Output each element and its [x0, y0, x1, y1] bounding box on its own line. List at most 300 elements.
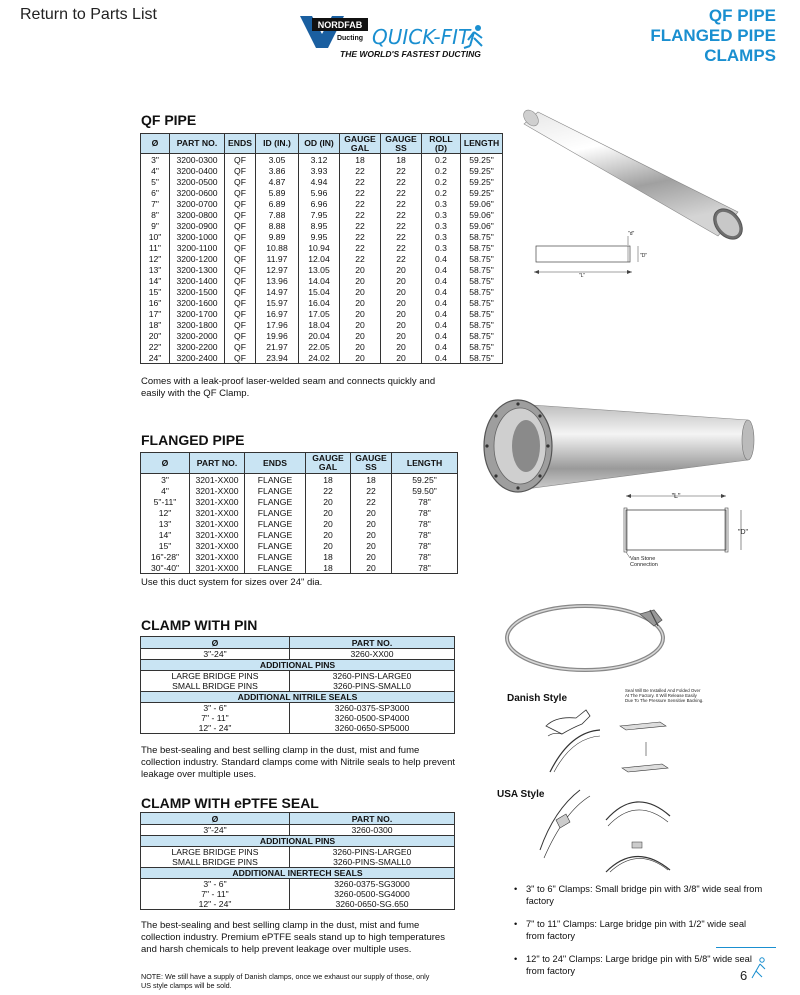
table-cell: 3.93 — [299, 165, 340, 176]
table-cell: 15.97 — [256, 297, 299, 308]
table-cell: 22 — [381, 176, 422, 187]
flanged-pipe-dimension-drawing — [616, 488, 766, 568]
table-cell: 3200-1000 — [170, 231, 225, 242]
table-cell: 58.75" — [461, 330, 503, 341]
table-cell: 15" — [141, 286, 170, 297]
table-cell: 16"-28" — [141, 551, 190, 562]
table-row — [141, 879, 455, 890]
table-cell: 8" — [141, 209, 170, 220]
table-cell: 19.96 — [256, 330, 299, 341]
table-cell: 58.75" — [461, 319, 503, 330]
table-cell: 3201-XX00 — [190, 474, 245, 486]
table-cell: 22 — [381, 198, 422, 209]
table-row — [141, 857, 455, 868]
table-cell: 3200-0700 — [170, 198, 225, 209]
dim-label-l: "L" — [578, 273, 586, 279]
table-cell: 20 — [381, 275, 422, 286]
table-cell: FLANGE — [245, 540, 306, 551]
table-cell: 9" — [141, 220, 170, 231]
table-cell: 0.4 — [422, 341, 461, 352]
table-cell: 0.2 — [422, 165, 461, 176]
table-row — [141, 231, 503, 242]
table-cell: 22 — [381, 187, 422, 198]
table-row — [141, 825, 455, 836]
van-stone-label: Van Stone — [630, 556, 656, 562]
list-item: • 12" to 24" Clamps: Large bridge pin with 5/8" wide seal from factory — [514, 953, 764, 977]
table-row — [141, 286, 503, 297]
page-title — [650, 6, 776, 66]
table-row — [141, 220, 503, 231]
table-cell: 58.75" — [461, 308, 503, 319]
table-cell: LARGE BRIDGE PINS — [141, 847, 290, 858]
table-cell: 78" — [392, 551, 458, 562]
table-cell: 23.94 — [256, 352, 299, 364]
table-cell: 18 — [306, 474, 351, 486]
table-cell: 10" — [141, 231, 170, 242]
clamp-eptfe-description: The best-sealing and best selling clamp in the dust, mist and fume collection industry. Premium ePTFE seals stand up to high temperatures and harsh chemicals to help prevent leakage over multiple uses. — [141, 920, 445, 955]
table-cell: 0.2 — [422, 187, 461, 198]
table-cell: 20 — [381, 286, 422, 297]
table-cell: 24" — [141, 352, 170, 364]
table-cell: 3260-0375-SG3000 — [290, 879, 455, 890]
table-cell: 13.96 — [256, 275, 299, 286]
table-cell: 0.3 — [422, 209, 461, 220]
table-cell: 3200-1200 — [170, 253, 225, 264]
logo-product-text: QUICK-FIT — [372, 25, 471, 49]
col-header: ID (IN.) — [256, 134, 299, 154]
table-cell: 3200-0800 — [170, 209, 225, 220]
col-header: PART NO. — [170, 134, 225, 154]
clamp-with-pin-description: The best-sealing and best selling clamp in the dust, mist and fume collection industry. Standard clamps come with Nitrile seals to help prevent leakage over multiple uses. — [141, 745, 455, 780]
table-cell: 0.4 — [422, 264, 461, 275]
table-cell: 30"-40" — [141, 562, 190, 574]
table-cell: 22 — [340, 242, 381, 253]
table-cell: 3200-1800 — [170, 319, 225, 330]
flanged-pipe-table — [140, 452, 458, 574]
table-cell: QF — [225, 176, 256, 187]
table-cell: FLANGE — [245, 507, 306, 518]
table-cell: 20 — [340, 275, 381, 286]
table-cell: 0.4 — [422, 330, 461, 341]
clamp-eptfe-note: NOTE: We still have a supply of Danish clamps, once we exhaust our supply of those, only US style clamps will be sold. — [141, 972, 430, 990]
table-row — [141, 352, 503, 364]
clamp-with-pin-heading: CLAMP WITH PIN — [141, 617, 258, 633]
table-cell: 58.75" — [461, 297, 503, 308]
table-cell: 12" - 24" — [141, 723, 290, 734]
table-row — [141, 518, 458, 529]
table-cell: 3260-PINS-SMALL0 — [290, 857, 455, 868]
table-cell: 22 — [381, 231, 422, 242]
table-cell: 15" — [141, 540, 190, 551]
table-cell: 12" — [141, 253, 170, 264]
table-cell: 22 — [381, 220, 422, 231]
table-row — [141, 681, 455, 692]
table-cell: 18.04 — [299, 319, 340, 330]
table-subheader: ADDITIONAL INERTECH SEALS — [141, 868, 455, 879]
table-cell: 21.97 — [256, 341, 299, 352]
table-cell: 6.96 — [299, 198, 340, 209]
col-header: ENDS — [245, 453, 306, 474]
table-cell: QF — [225, 286, 256, 297]
table-cell: 20 — [340, 308, 381, 319]
table-cell: 0.3 — [422, 220, 461, 231]
col-header: PART NO. — [290, 813, 455, 825]
title-line-flanged-pipe: FLANGED PIPE — [650, 26, 776, 45]
table-cell: 78" — [392, 507, 458, 518]
table-cell: 9.95 — [299, 231, 340, 242]
table-cell: 3200-1600 — [170, 297, 225, 308]
table-row — [141, 889, 455, 899]
col-header: Ø — [141, 453, 190, 474]
table-cell: 58.75" — [461, 341, 503, 352]
flanged-dim-label-d: "D" — [738, 529, 749, 536]
table-cell: 22 — [340, 176, 381, 187]
table-cell: 15.04 — [299, 286, 340, 297]
table-cell: 22 — [381, 253, 422, 264]
table-cell: 20.04 — [299, 330, 340, 341]
table-cell: 13.05 — [299, 264, 340, 275]
col-header: PART NO. — [190, 453, 245, 474]
table-cell: 14.97 — [256, 286, 299, 297]
table-cell: 22 — [340, 220, 381, 231]
table-cell: 0.2 — [422, 154, 461, 166]
table-cell: 16" — [141, 297, 170, 308]
table-cell: 20 — [340, 319, 381, 330]
table-row — [141, 847, 455, 858]
table-cell: 20 — [351, 551, 392, 562]
table-cell: 3" — [141, 154, 170, 166]
table-cell: 20 — [381, 341, 422, 352]
table-cell: 20 — [340, 264, 381, 275]
table-cell: 0.4 — [422, 286, 461, 297]
table-cell: 7.95 — [299, 209, 340, 220]
table-cell: 58.75" — [461, 352, 503, 364]
col-header: LENGTH — [392, 453, 458, 474]
table-cell: 78" — [392, 562, 458, 574]
table-cell: 3200-0500 — [170, 176, 225, 187]
table-cell: QF — [225, 297, 256, 308]
table-row — [141, 275, 503, 286]
table-row — [141, 198, 503, 209]
table-cell: 3260-0500-SG4000 — [290, 889, 455, 899]
table-cell: 3260-PINS-SMALL0 — [290, 681, 455, 692]
table-cell: 3200-1300 — [170, 264, 225, 275]
table-cell: 11.97 — [256, 253, 299, 264]
table-cell: 7" - 11" — [141, 889, 290, 899]
table-cell: 10.88 — [256, 242, 299, 253]
table-cell: 18 — [306, 562, 351, 574]
table-cell: 3.12 — [299, 154, 340, 166]
table-cell: 17.05 — [299, 308, 340, 319]
table-subheader: ADDITIONAL PINS — [141, 836, 455, 847]
table-cell: 59.25" — [392, 474, 458, 486]
table-row — [141, 187, 503, 198]
table-cell: 3201-XX00 — [190, 496, 245, 507]
table-subheader: ADDITIONAL PINS — [141, 660, 455, 671]
usa-style-clamp-drawings — [534, 780, 694, 876]
col-header: ROLL (D) — [422, 134, 461, 154]
table-cell: 0.4 — [422, 308, 461, 319]
table-cell: 20" — [141, 330, 170, 341]
table-row — [141, 330, 503, 341]
seal-install-note: Seal Will Be Installed And Folded Over At The Factory. It Will Release Easily Due To The Pressure Sensitive Backing. — [625, 688, 704, 703]
table-cell: QF — [225, 319, 256, 330]
table-cell: 58.75" — [461, 275, 503, 286]
table-cell: 13" — [141, 518, 190, 529]
table-cell: SMALL BRIDGE PINS — [141, 681, 290, 692]
table-cell: 22 — [381, 165, 422, 176]
table-cell: 20 — [381, 308, 422, 319]
table-cell: 3201-XX00 — [190, 529, 245, 540]
col-header: Ø — [141, 813, 290, 825]
table-row — [141, 540, 458, 551]
table-cell: 3260-0500-SP4000 — [290, 713, 455, 723]
table-cell: 14.04 — [299, 275, 340, 286]
table-cell: 3200-2000 — [170, 330, 225, 341]
table-cell: 3200-1100 — [170, 242, 225, 253]
table-row — [141, 319, 503, 330]
table-row — [141, 165, 503, 176]
table-cell: 0.3 — [422, 242, 461, 253]
table-cell: 58.75" — [461, 264, 503, 275]
table-cell: 3200-1700 — [170, 308, 225, 319]
page-number-rule — [716, 947, 776, 948]
table-cell: 58.75" — [461, 253, 503, 264]
table-cell: 20 — [381, 352, 422, 364]
clamp-eptfe-table — [140, 812, 455, 910]
table-cell: 22 — [351, 496, 392, 507]
clamp-eptfe-heading: CLAMP WITH ePTFE SEAL — [141, 795, 319, 811]
table-cell: 59.25" — [461, 176, 503, 187]
table-cell: 22 — [381, 209, 422, 220]
return-to-parts-list-link[interactable]: Return to Parts List — [20, 6, 157, 23]
table-row — [141, 485, 458, 496]
table-cell: QF — [225, 308, 256, 319]
table-cell: 22 — [381, 242, 422, 253]
table-cell: 3260-PINS-LARGE0 — [290, 671, 455, 682]
table-cell: 6.89 — [256, 198, 299, 209]
table-cell: 8.88 — [256, 220, 299, 231]
table-cell: FLANGE — [245, 474, 306, 486]
dim-label-small-d: "d" — [628, 231, 635, 237]
table-cell: QF — [225, 154, 256, 166]
flanged-pipe-description: Use this duct system for sizes over 24" dia. — [141, 577, 323, 588]
table-cell: 12" - 24" — [141, 899, 290, 910]
table-cell: 58.75" — [461, 286, 503, 297]
table-cell: 20 — [381, 264, 422, 275]
table-row — [141, 899, 455, 910]
col-header: GAUGE GAL — [306, 453, 351, 474]
table-cell: 22 — [340, 231, 381, 242]
table-cell: 16.97 — [256, 308, 299, 319]
table-cell: 3" — [141, 474, 190, 486]
table-cell: 5.89 — [256, 187, 299, 198]
table-cell: 3260-0375-SP3000 — [290, 703, 455, 714]
table-cell: QF — [225, 209, 256, 220]
table-cell: SMALL BRIDGE PINS — [141, 857, 290, 868]
table-cell: 0.4 — [422, 275, 461, 286]
table-cell: 0.4 — [422, 352, 461, 364]
table-cell: QF — [225, 231, 256, 242]
table-cell: 3"-24" — [141, 649, 290, 660]
dim-label-big-d: "D" — [640, 253, 648, 259]
table-row — [141, 253, 503, 264]
qf-pipe-dimension-drawing — [528, 228, 648, 280]
table-cell: 18 — [351, 474, 392, 486]
table-cell: 13" — [141, 264, 170, 275]
table-cell: 3200-0300 — [170, 154, 225, 166]
table-cell: 22 — [351, 485, 392, 496]
table-row — [141, 264, 503, 275]
table-row — [141, 649, 455, 660]
table-cell: 3260-PINS-LARGE0 — [290, 847, 455, 858]
table-cell: 0.4 — [422, 297, 461, 308]
col-header: PART NO. — [290, 637, 455, 649]
col-header: GAUGE SS — [351, 453, 392, 474]
table-cell: 3260-XX00 — [290, 649, 455, 660]
col-header: Ø — [141, 637, 290, 649]
table-cell: 3260-0650-SP5000 — [290, 723, 455, 734]
table-cell: 3201-XX00 — [190, 507, 245, 518]
table-cell: 10.94 — [299, 242, 340, 253]
qf-pipe-heading: QF PIPE — [141, 112, 197, 128]
table-cell: 7" - 11" — [141, 713, 290, 723]
table-cell: 58.75" — [461, 242, 503, 253]
col-header: GAUGE SS — [381, 134, 422, 154]
table-cell: 20 — [381, 319, 422, 330]
table-row — [141, 562, 458, 574]
table-cell: 78" — [392, 540, 458, 551]
table-cell: 59.50" — [392, 485, 458, 496]
table-cell: 58.75" — [461, 231, 503, 242]
col-header: GAUGE GAL — [340, 134, 381, 154]
table-cell: 78" — [392, 529, 458, 540]
table-cell: 7.88 — [256, 209, 299, 220]
table-cell: 3200-0600 — [170, 187, 225, 198]
table-row — [141, 507, 458, 518]
table-cell: 59.06" — [461, 209, 503, 220]
usa-style-label: USA Style — [497, 789, 545, 800]
table-cell: QF — [225, 165, 256, 176]
table-cell: 3201-XX00 — [190, 562, 245, 574]
table-cell: 20 — [340, 330, 381, 341]
table-cell: 14" — [141, 275, 170, 286]
col-header: OD (IN) — [299, 134, 340, 154]
table-cell: 20 — [340, 286, 381, 297]
col-header: ENDS — [225, 134, 256, 154]
table-cell: 20 — [306, 496, 351, 507]
danish-style-clamp-drawings — [538, 706, 688, 782]
table-cell: 18 — [306, 551, 351, 562]
logo-tagline-text: THE WORLD'S FASTEST DUCTING — [340, 49, 481, 59]
table-cell: FLANGE — [245, 529, 306, 540]
table-cell: 0.4 — [422, 253, 461, 264]
table-cell: 22 — [340, 165, 381, 176]
table-cell: 20 — [340, 352, 381, 364]
table-row — [141, 176, 503, 187]
table-cell: 3"-24" — [141, 825, 290, 836]
table-cell: 7" — [141, 198, 170, 209]
table-cell: 20 — [306, 529, 351, 540]
table-row — [141, 242, 503, 253]
logo-brand-text: NORDFAB — [317, 20, 363, 30]
table-cell: 20 — [306, 540, 351, 551]
table-cell: 59.25" — [461, 165, 503, 176]
flanged-dim-label-l: "L" — [671, 493, 681, 500]
table-cell: 3.05 — [256, 154, 299, 166]
table-cell: 17.96 — [256, 319, 299, 330]
table-cell: 78" — [392, 496, 458, 507]
table-cell: 22.05 — [299, 341, 340, 352]
table-cell: 16.04 — [299, 297, 340, 308]
page-number: 6 — [740, 968, 748, 983]
table-cell: 18" — [141, 319, 170, 330]
table-cell: 20 — [381, 330, 422, 341]
nordfab-quickfit-logo — [298, 12, 498, 60]
table-cell: QF — [225, 264, 256, 275]
table-cell: FLANGE — [245, 496, 306, 507]
table-cell: 24.02 — [299, 352, 340, 364]
table-cell: 22 — [340, 209, 381, 220]
clamp-ring-image — [500, 596, 690, 680]
table-cell: 4" — [141, 165, 170, 176]
table-cell: 20 — [351, 562, 392, 574]
table-row — [141, 529, 458, 540]
title-line-qf-pipe: QF PIPE — [708, 6, 776, 25]
table-row — [141, 341, 503, 352]
table-row — [141, 209, 503, 220]
table-cell: 3200-0900 — [170, 220, 225, 231]
clamp-with-pin-table — [140, 636, 455, 734]
table-row — [141, 154, 503, 166]
table-cell: QF — [225, 198, 256, 209]
table-cell: QF — [225, 220, 256, 231]
flanged-pipe-heading: FLANGED PIPE — [141, 432, 245, 448]
danish-style-label: Danish Style — [507, 693, 568, 704]
table-row — [141, 551, 458, 562]
table-cell: 3200-2200 — [170, 341, 225, 352]
table-cell: 18 — [340, 154, 381, 166]
table-cell: 59.25" — [461, 154, 503, 166]
table-cell: 4" — [141, 485, 190, 496]
table-cell: 3200-0400 — [170, 165, 225, 176]
table-cell: 59.06" — [461, 198, 503, 209]
table-cell: QF — [225, 187, 256, 198]
table-cell: 4.87 — [256, 176, 299, 187]
table-cell: 0.2 — [422, 176, 461, 187]
table-cell: FLANGE — [245, 562, 306, 574]
table-cell: 12.97 — [256, 264, 299, 275]
table-cell: 3201-XX00 — [190, 485, 245, 496]
table-cell: LARGE BRIDGE PINS — [141, 671, 290, 682]
table-cell: 78" — [392, 518, 458, 529]
logo-brand-sub-text: Ducting — [336, 35, 364, 42]
table-row — [141, 297, 503, 308]
table-cell: 18 — [381, 154, 422, 166]
table-cell: 0.4 — [422, 319, 461, 330]
table-cell: 3" - 6" — [141, 703, 290, 714]
table-cell: 22" — [141, 341, 170, 352]
table-cell: 5.96 — [299, 187, 340, 198]
table-row — [141, 308, 503, 319]
table-cell: 4.94 — [299, 176, 340, 187]
table-cell: 0.3 — [422, 231, 461, 242]
table-subheader: ADDITIONAL NITRILE SEALS — [141, 692, 455, 703]
table-cell: QF — [225, 253, 256, 264]
table-cell: 3260-0300 — [290, 825, 455, 836]
qf-pipe-image — [520, 108, 750, 240]
table-cell: 22 — [340, 187, 381, 198]
